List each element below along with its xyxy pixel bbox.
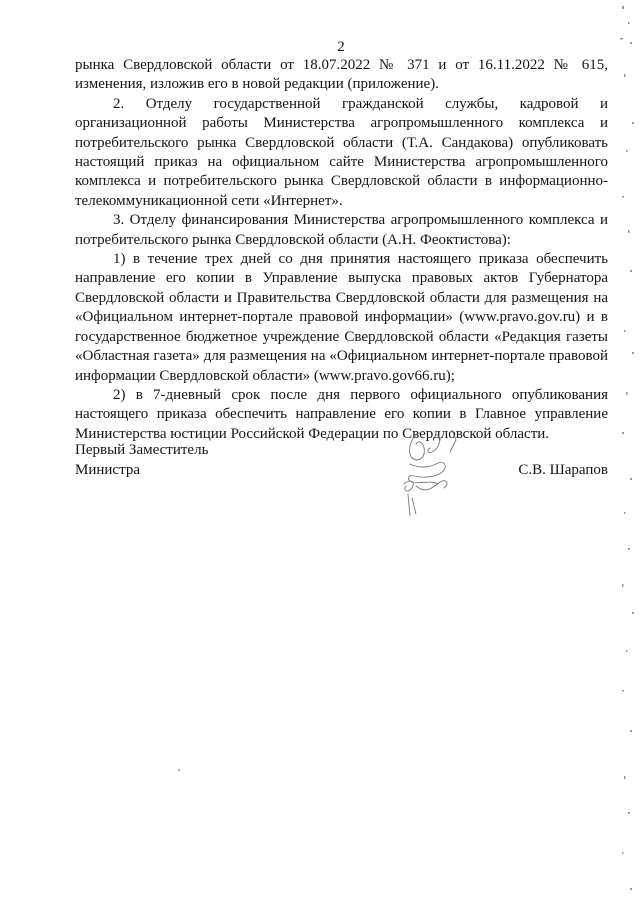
paragraph-subitem-2: 2) в 7-дневный срок после дня первого официального опубликования настоящего приказа обеспечить направление его копии в Главное управление Министерства юстиции Российской Федерации по Свердловской области.	[75, 386, 608, 442]
signatory-position-line-1: Первый Заместитель	[75, 442, 209, 458]
signature-block	[75, 441, 610, 480]
scan-speck	[0, 767, 200, 773]
scan-edge-marks	[610, 0, 640, 905]
handwritten-signature	[392, 424, 472, 520]
paragraph-item-3: 3. Отделу финансирования Министерства агропромышленного комплекса и потребительского рынка Свердловской области (А.Н. Феоктистова):	[75, 212, 608, 248]
signatory-name: С.В. Шарапов	[518, 461, 608, 478]
paragraph-item-2: 2. Отделу государственной гражданской службы, кадровой и организационной работы Министерства агропромышленного комплекса и потребительского рынка Свердловской области (Т.А. Сандакова) опубликовать настоящий приказ на официальном сайте Министерства агропромышленного комплекса и потребительского рынка Свердловской области в информационно-телекоммуникационной сети «Интернет».	[75, 95, 608, 209]
document-body	[75, 56, 608, 444]
paragraph-continuation: рынка Свердловской области от 18.07.2022 № 371 и от 16.11.2022 № 615, изменения, изложив его в новой редакции (приложение).	[75, 57, 608, 93]
paragraph-subitem-1: 1) в течение трех дней со дня принятия настоящего приказа обеспечить направление его копии в Управление выпуска правовых актов Губернатора Свердловской области и Правительства Свердловской области для размещения на «Официальном интернет-портале правовой информации» (www.pravo.gov.ru) и в государственное бюджетное учреждение Свердловской области «Редакция газеты «Областная газета» для размещения на «Официальном интернет-портале правовой информации Свердловской области» (www.pravo.gov66.ru);	[75, 251, 608, 384]
page-number: 2	[337, 39, 345, 55]
signatory-position-line-2: Министра	[75, 461, 140, 478]
